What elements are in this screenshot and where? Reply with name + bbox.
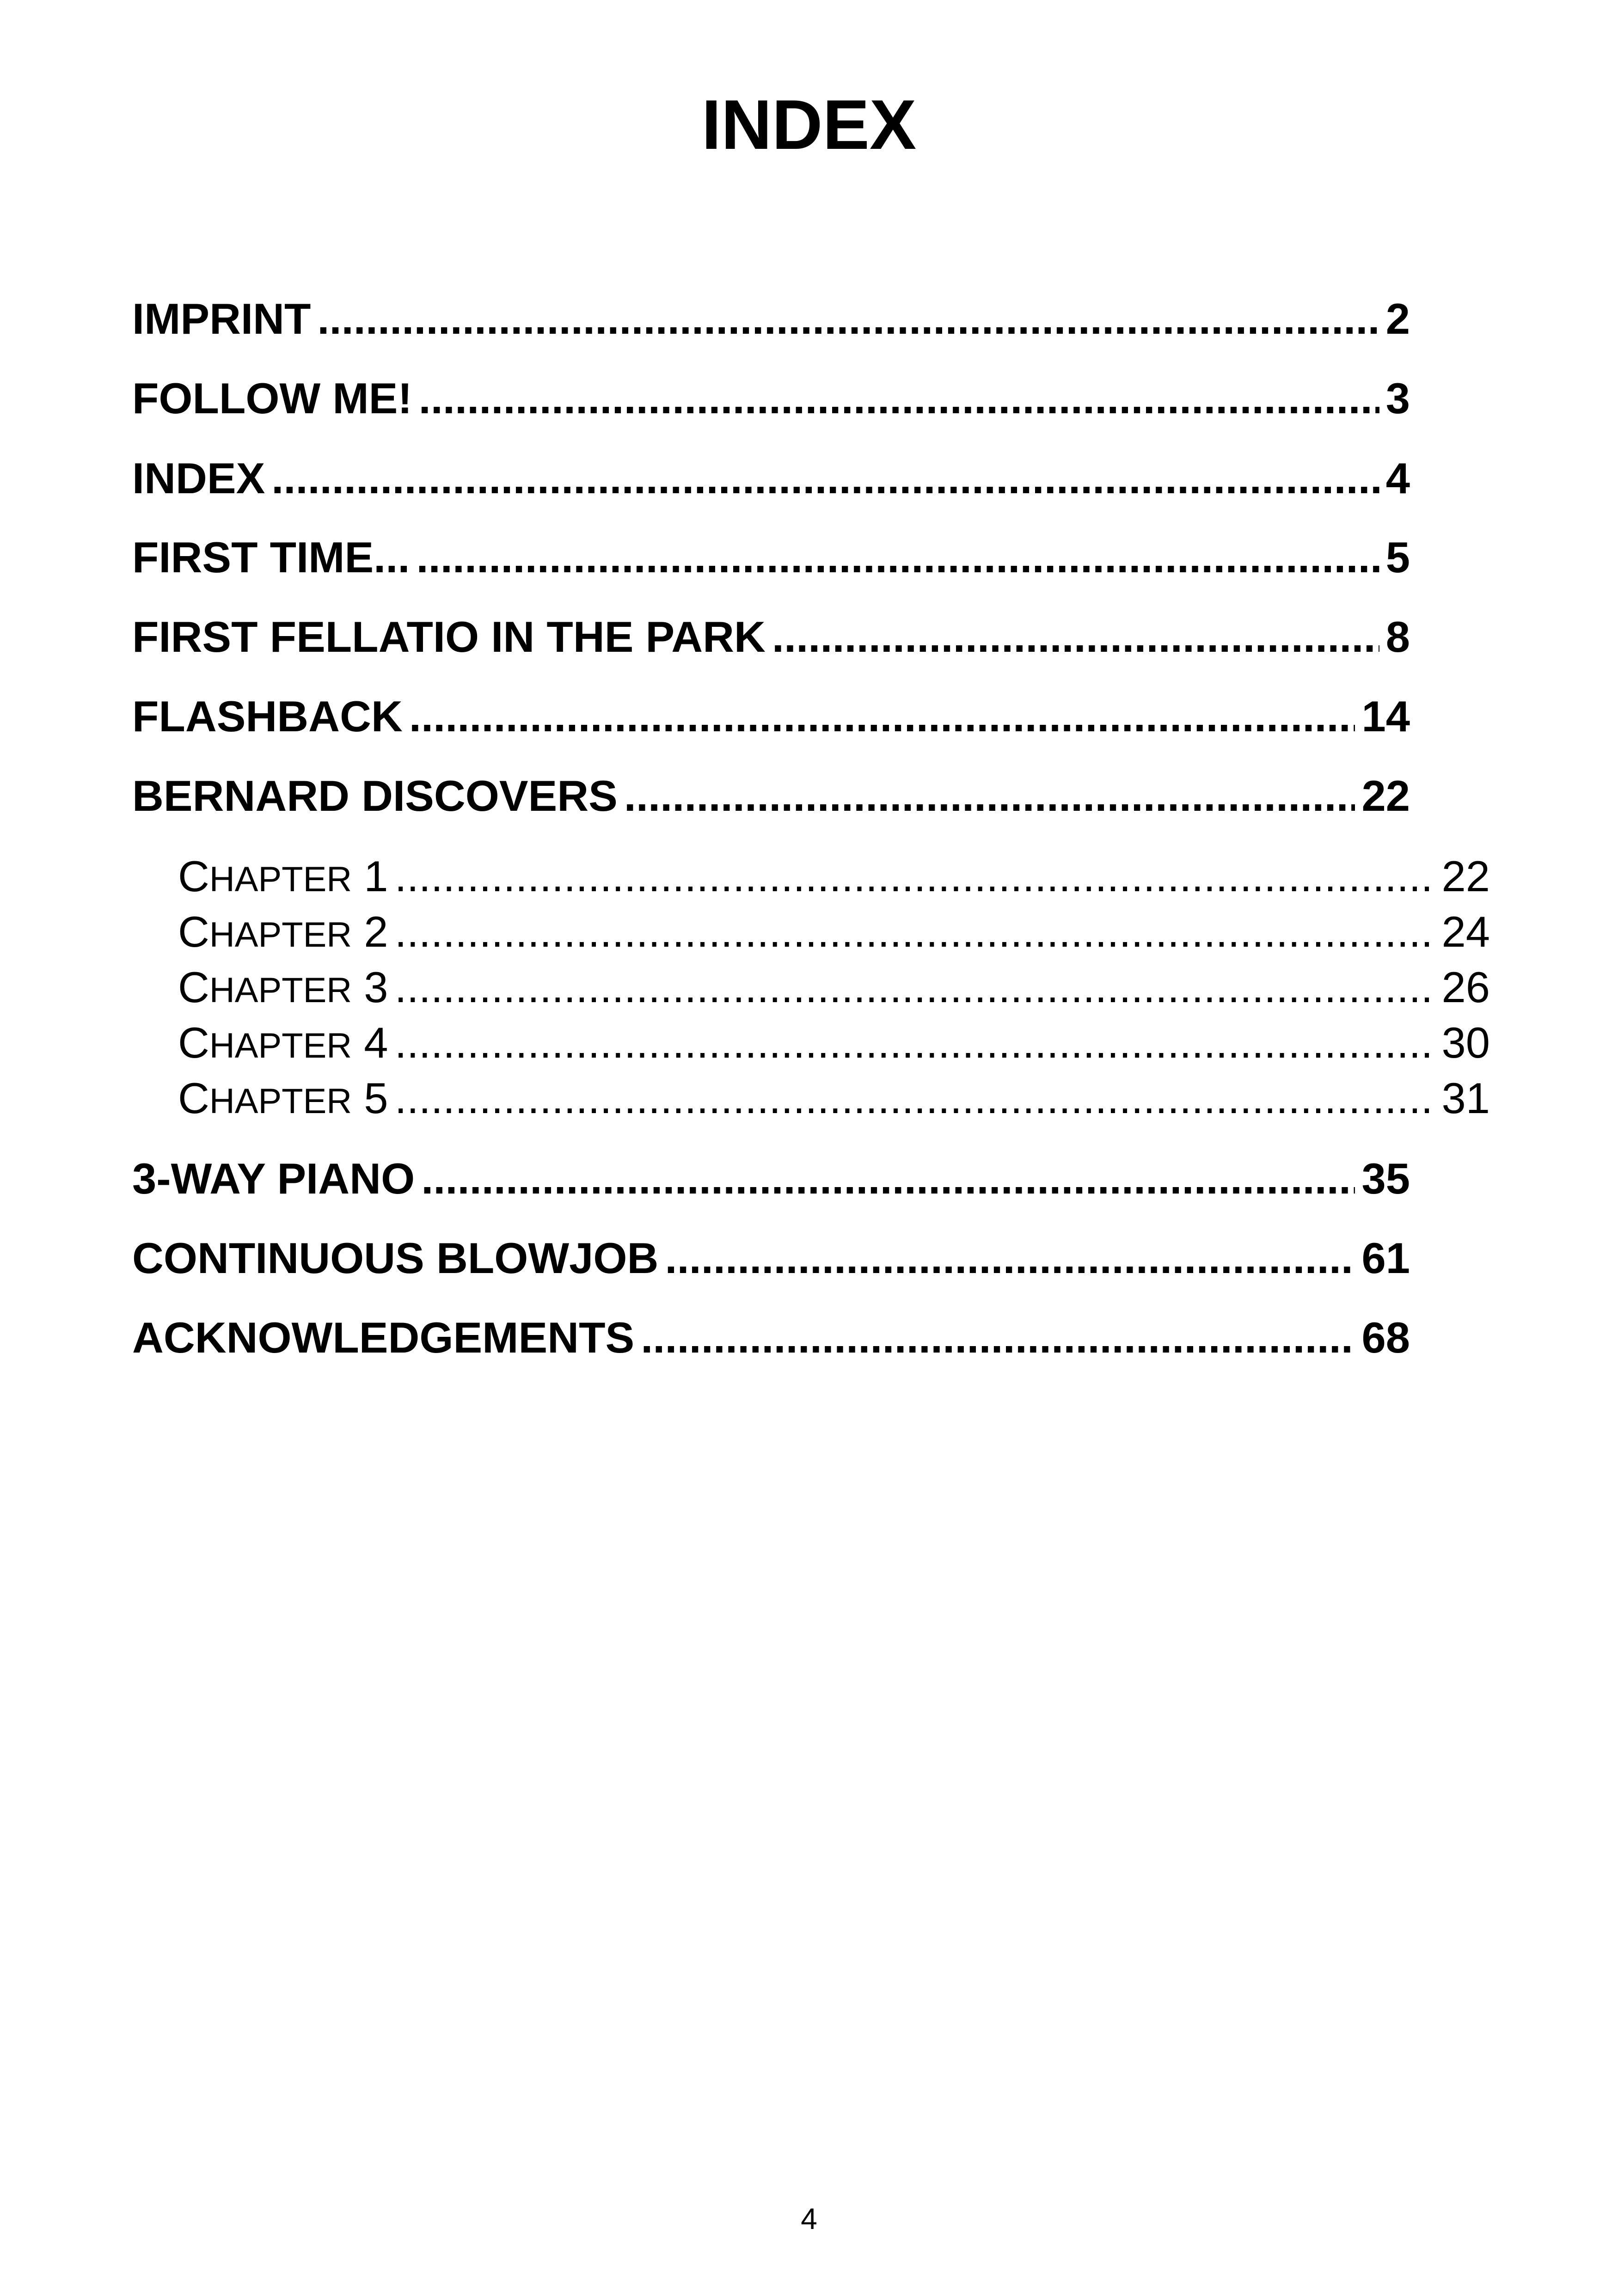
toc-entry-title: FOLLOW ME! [132,374,412,422]
toc-leader-dots [395,961,1435,1013]
toc-leader-dots [317,291,1379,347]
toc-leader-dots [772,609,1379,665]
toc-leader-dots [624,768,1355,824]
toc-entry-first-fellatio [132,609,1410,665]
toc-subentry-page: 30 [1441,1018,1490,1067]
toc-entry-page: 61 [1361,1234,1410,1282]
toc-entry-acknowledgements [132,1310,1410,1365]
toc-subentry-page: 26 [1441,963,1490,1011]
toc-entry-page: 3 [1385,374,1410,422]
toc-leader-dots [409,689,1355,744]
toc-subentry-page: 31 [1441,1074,1490,1122]
toc-entry-title: 3-WAY PIANO [132,1154,415,1203]
toc-subentry-page: 22 [1441,852,1490,900]
toc-subentry-title: CHAPTER 1 [178,852,388,900]
toc-subentry-title: CHAPTER 3 [178,963,388,1011]
toc-subentry-chapter-4 [178,1017,1490,1069]
toc-leader-dots [665,1231,1355,1286]
toc-entry-title: ACKNOWLEDGEMENTS [132,1313,635,1362]
toc-entry-page: 22 [1361,771,1410,820]
toc-entry-follow-me [132,371,1410,426]
toc-entry-index [132,451,1410,506]
toc-entry-3-way-piano [132,1151,1410,1206]
toc-subentry-chapter-5 [178,1072,1490,1124]
toc-entry-page: 4 [1385,454,1410,502]
toc-leader-dots [421,1151,1355,1206]
page-title: INDEX [701,86,917,164]
toc-subentry-title: CHAPTER 2 [178,907,388,956]
toc-subentry-chapter-1 [178,851,1490,902]
toc-entry-title: FIRST FELLATIO IN THE PARK [132,612,766,661]
toc-entry-title: FIRST TIME... [132,533,410,582]
toc-entry-page: 35 [1361,1154,1410,1203]
toc-subentry-title: CHAPTER 5 [178,1074,388,1122]
toc-entry-title: INDEX [132,454,265,502]
toc-entry-title: BERNARD DISCOVERS [132,771,618,820]
toc-leader-dots [395,1017,1435,1069]
toc-subentry-chapter-2 [178,906,1490,958]
toc-entry-page: 68 [1361,1313,1410,1362]
toc-leader-dots [395,906,1435,958]
toc-leader-dots [417,530,1379,585]
toc-leader-dots [271,451,1379,506]
toc-subentry-title: CHAPTER 4 [178,1018,388,1067]
toc-subentry-chapter-3 [178,961,1490,1013]
toc-entry-continuous-blowjob [132,1231,1410,1286]
toc-subentry-page: 24 [1441,907,1490,956]
toc-entry-page: 8 [1385,612,1410,661]
toc-leader-dots [395,851,1435,902]
toc-entry-first-time [132,530,1410,585]
toc-entry-title: FLASHBACK [132,692,403,741]
toc-leader-dots [419,371,1379,426]
toc-entry-title: CONTINUOUS BLOWJOB [132,1234,659,1282]
toc-entry-imprint [132,291,1410,347]
toc-entry-page: 2 [1385,294,1410,343]
toc-entry-flashback [132,689,1410,744]
toc-entry-bernard-discovers [132,768,1410,824]
page-number: 4 [801,2202,817,2235]
toc-entry-page: 5 [1385,533,1410,582]
toc-leader-dots [641,1310,1355,1365]
toc-entry-page: 14 [1361,692,1410,741]
toc-entry-title: IMPRINT [132,294,311,343]
toc-leader-dots [395,1072,1435,1124]
